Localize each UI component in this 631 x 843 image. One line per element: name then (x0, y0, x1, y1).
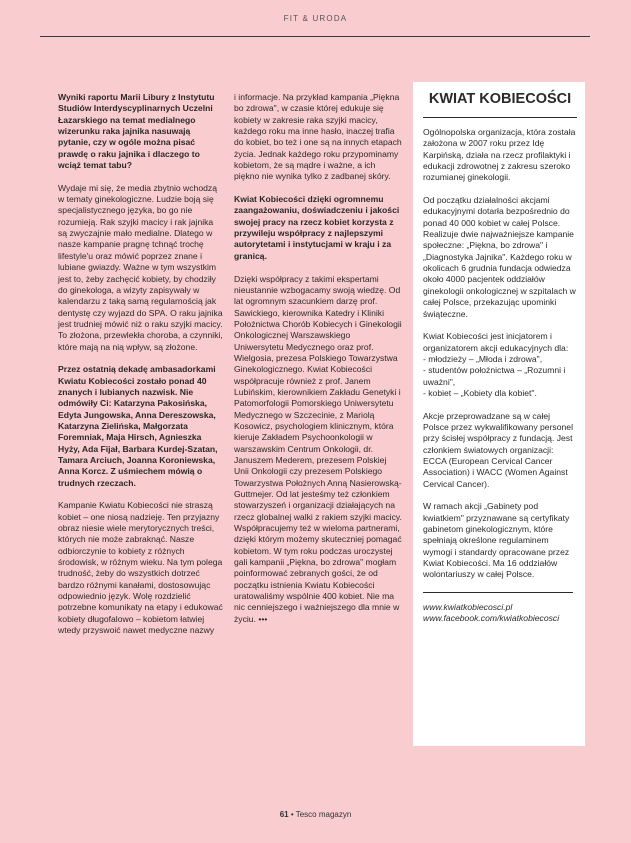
sidebar-list-item: - kobiet – „Kobiety dla kobiet". (423, 387, 537, 398)
facebook-link[interactable]: www.facebook.com/kwiatkobiecosci (423, 613, 560, 624)
sidebar-box (413, 82, 585, 746)
header-rule (40, 36, 590, 37)
section-header: FIT & URODA (283, 14, 348, 23)
magazine-name: Tesco magazyn (295, 810, 352, 819)
question-1: Wyniki raportu Marii Libury z Instytutu Studiów Interdyscyplinarnych Uczelni Łazarskiego na temat medialnego wizerunku raka jajnika nasuwają pytanie, czy w ogóle można pisać prawdę o raku jajnika i dlaczego to wciąż temat tabu? (58, 92, 215, 171)
website-link[interactable]: www.kwiatkobiecosci.pl (423, 602, 513, 613)
sidebar-paragraph-3 (423, 331, 577, 399)
column-2 (234, 92, 402, 637)
sidebar-paragraph-4: Akcje przeprowadzane są w całej Polsce przez wykwalifikowany personel przy ścisłej współpracy z fundacją. Jest członkiem światowych organizacji: ECCA (European Cervical Cancer Association) i WACC (Women Against Cervical Cancer). (423, 410, 573, 489)
answer-1: Wydaje mi się, że media zbytnio wchodzą w tematy ginekologiczne. Ludzie boją się specjalistycznego języka, bo go nie rozumieją. Rak szyjki macicy i rak jajnika są zwyczajnie mało medialne. Dlatego w nasze kampanie pragnę tchnąć trochę lifestyle'u oraz mówić poprzez znane i lubiane gwiazdy. Ważne w tym wszystkim jest to, żeby zachęcić kobiety, by chodziły do ginekologa, a wizyty zapisywały w kalendarzu z taką samą regularnością jak dentystę czy wyjazd do SPA. O raku jajnika jest trudniej mówić niż o raku szyjki macicy. To złożona, przewlekła choroba, a czynniki, które mają na nią wpływ, są złożone. (58, 182, 223, 352)
sidebar-paragraph-2: Od początku działalności akcjami edukacyjnymi dotarła bezpośrednio do ponad 40 000 kobiet w całej Polsce. Realizuje dwie najważniejsze kampanie społeczne: „Piękna, bo zdrowa" i „Diagnostyka Jajnika". Każdego roku w okolicach 6 grudnia fundacja odwiedza około 4000 pacjentek oddziałów ginekologii onkologicznej w szpitalach w całej Polsce, przekazując upominki świąteczne. (423, 195, 576, 319)
sidebar-title: KWIAT KOBIECOŚCI (423, 88, 577, 118)
answer-2-end: i informacje. Na przykład kampania „Piękna bo zdrowa", w czasie której edukuje się kobiety w zakresie raka szyjki macicy, każdego roku ma inne hasło, inaczej trafia do kobiet, bo też i one są na innych etapach życia. Jednak każdego roku przypominamy kobietom, że są mądre i ważne, a ich piękno nie wynika tylko z zadbanej skóry. (234, 92, 402, 182)
page-number: 61 (279, 810, 289, 819)
column-1 (58, 92, 223, 648)
sidebar-divider (423, 592, 573, 593)
sidebar-paragraph-1: Ogólnopolska organizacja, która została założona w 2007 roku przez Idę Karpińską, działa na rzecz profilaktyki i edukacji zdrowotnej z zakresu szeroko rozumianej ginekologii. (423, 127, 576, 183)
sidebar-paragraph-5: W ramach akcji „Gabinety pod kwiatkiem" przyznawane są certyfikaty gabinetom ginekologicznym, które spełniają określone regulaminem wymogi i standardy opracowane przez Kwiat Kobiecości. Ma 16 oddziałów wolontariuszy w całej Polsce. (423, 501, 570, 580)
sidebar-list-item: - młodzieży – „Młoda i zdrowa", (423, 353, 543, 364)
sidebar-list-intro: Kwiat Kobiecości jest inicjatorem i organizatorem akcji edukacyjnych dla: (423, 331, 569, 353)
question-3: Kwiat Kobiecości dzięki ogromnemu zaangażowaniu, doświadczeniu i jakości swojej pracy na rzecz kobiet korzysta z przywileju współpracy z najlepszymi autorytetami i instytucjami w kraju i za granicą. (234, 194, 400, 261)
page-footer (0, 810, 631, 819)
sidebar-content (423, 88, 577, 625)
answer-2-start: Kampanie Kwiatu Kobiecości nie straszą kobiet – one niosą nadzieję. Ten przyjazny obraz niesie wiele merytorycznych treści, których nie może zabraknąć. Nasze odbiorczynie to kobiety z różnych środowisk, w różnym wieku. Na tym polega trudność, żeby do wszystkich dotrzeć bardzo różnymi kanałami, dostosowując odpowiednio język. Wolę rozdzielić potrzebne komunikaty na etapy i edukować kobiety długofalowo – kobietom łatwiej wtedy przyswoić nawet medyczne nazwy (58, 500, 223, 636)
answer-3: Dzięki współpracy z takimi ekspertami nieustannie wzbogacamy swoją wiedzę. Od lat ogromnym szacunkiem darzę prof. Sawickiego, kierownika Katedry i Kliniki Położnictwa Chorób Kobiecych i Ginekologii Onkologicznej Warszawskiego Uniwersytetu Medycznego oraz prof. Wielgosia, prezesa Polskiego Towarzystwa Ginekologicznego. Kwiat Kobiecości współpracuje również z prof. Janem Lubińskim, kierownikiem Zakładu Genetyki i Patomorfologii Pomorskiego Uniwersytetu Medycznego w Szczecinie, z Mariolą Kosowicz, psychologiem klinicznym, która kieruje Zakładem Psychoonkologii w warszawskim Centrum Onkologii, dr. Januszem Mederem, prezesem Polskiej Unii Onkologii czy prezesem Polskiego Towarzystwa Położnych Anną Nasierowską-Guttmejer. Od lat jesteśmy też członkiem stowarzyszeń i organizacji działających na rzecz globalnej walki z rakiem szyjki macicy. Współpracujemy też w wieloma partnerami, dzięki którym możemy skuteczniej pomagać kobietom. W tym roku podczas uroczystej gali kampanii „Piękna, bo zdrowa" mogłam poinformować zebranych gości, że od początku istnienia Kwiatu Kobiecości uratowaliśmy wspólnie 400 kobiet. Nie ma nic cenniejszego i ważniejszego dla mnie w życiu. ••• (234, 273, 402, 624)
footer-separator: • (288, 810, 296, 819)
question-2: Przez ostatnią dekadę ambasadorkami Kwiatu Kobiecości zostało ponad 40 znanych i lubianych nazwisk. Nie odmówiły Ci: Katarzyna Pakosińska, Edyta Jungowska, Anna Dereszowska, Katarzyna Zielińska, Małgorzata Foremniak, Maja Hirsch, Agnieszka Hyży, Ada Fijał, Barbara Kurdej-Szatan, Tamara Arciuch, Joanna Koroniewska, Anna Korcz. Z uśmiechem mówią o trudnych rzeczach. (58, 364, 218, 488)
sidebar-list-item: - studentów położnictwa – „Rozumni i uważni", (423, 365, 566, 387)
